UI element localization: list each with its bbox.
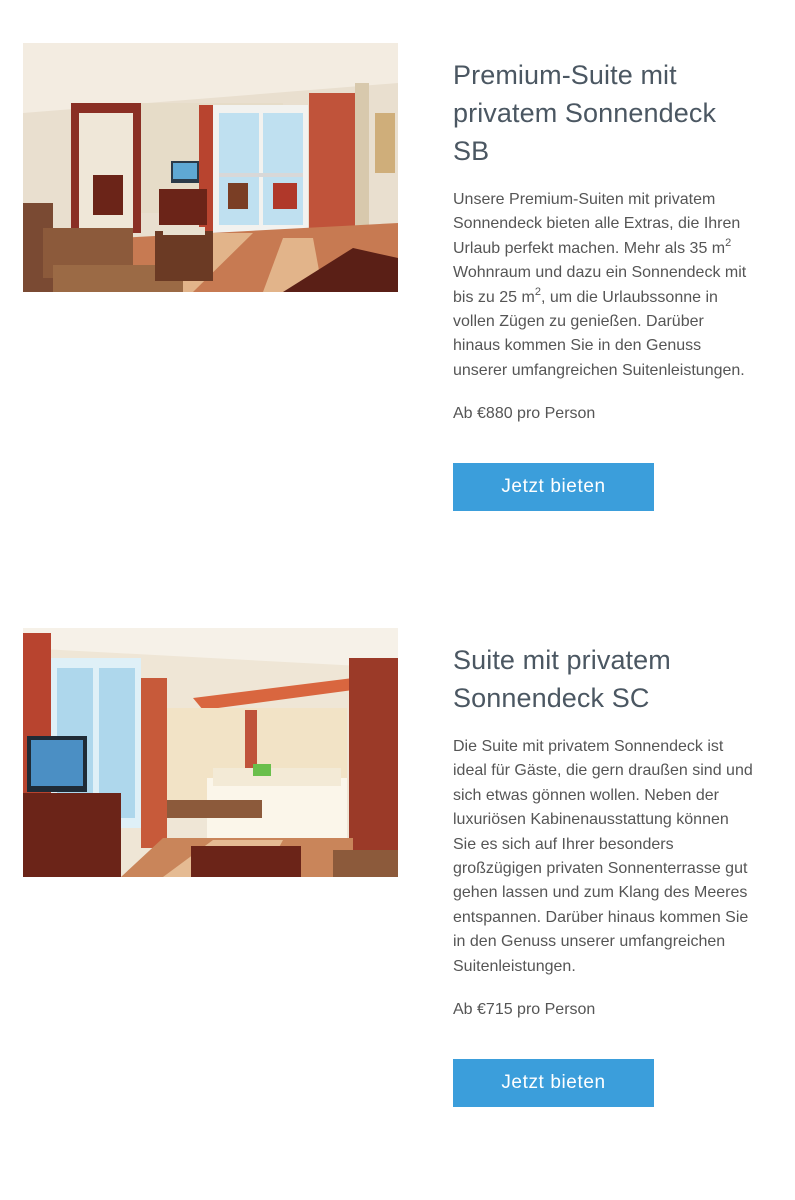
suite-description: Die Suite mit privatem Sonnendeck ist ideal für Gäste, die gern draußen sind und sich etwas gönnen wollen. Neben der luxuriösen Kabinenausstattung können Sie es sich auf Ihrer besonders großzügigen privaten Sonnenterrasse gut gehen lassen und zum Klang des Meeres entspannen. Darüber hinaus kommen Sie in den Genuss unserer umfangreichen Suitenleistungen.	[453, 738, 753, 975]
suite-info	[453, 56, 753, 511]
suite-title: Suite mit privatem Sonnendeck SC	[453, 645, 671, 713]
cabin-bedroom-image	[23, 628, 398, 877]
suite-title: Premium-Suite mit privatem Sonnendeck SB	[453, 60, 717, 166]
suite-card-sc	[0, 600, 795, 1200]
superscript: 2	[534, 285, 541, 298]
suite-price: Ab €880 pro Person	[453, 405, 596, 423]
suite-photo-living-room	[23, 43, 398, 292]
suite-info	[453, 641, 753, 1107]
bid-now-button[interactable]: Jetzt bieten	[453, 463, 654, 511]
cabin-living-room-image	[23, 43, 398, 292]
superscript: 2	[725, 236, 732, 249]
bid-now-button[interactable]: Jetzt bieten	[453, 1059, 654, 1107]
suite-price: Ab €715 pro Person	[453, 1001, 596, 1019]
suite-photo-bedroom	[23, 628, 398, 877]
suite-description: Unsere Premium-Suiten mit privatem Sonnendeck bieten alle Extras, die Ihren Urlaub perfekt machen. Mehr als 35 $m^2$ Wohnraum und dazu ein Sonnendeck mit bis zu 25 $m^2$, um die Urlaubssonne in vollen Zügen zu genießen. Darüber hinaus kommen Sie in den Genuss unserer umfangreichen Suitenleistungen.	[453, 191, 747, 379]
